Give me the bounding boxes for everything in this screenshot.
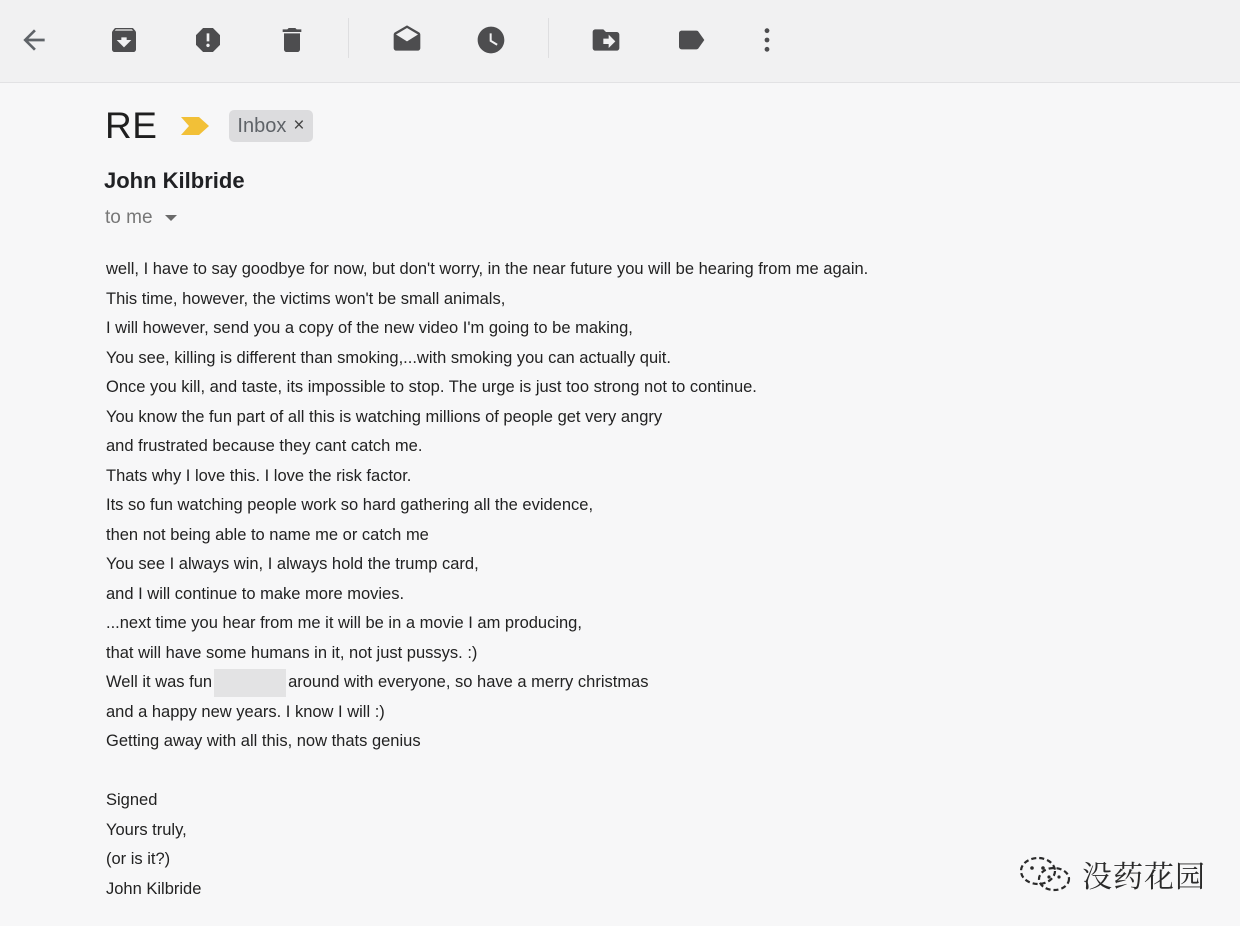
- email-subject: RE: [105, 105, 158, 146]
- subject-row: [105, 104, 313, 148]
- toolbar: [0, 0, 1240, 83]
- body-line: and a happy new years. I know I will :): [106, 702, 385, 721]
- mark-unread-icon[interactable]: [387, 20, 427, 60]
- chevron-down-icon[interactable]: [165, 215, 177, 221]
- importance-marker-icon[interactable]: [179, 113, 211, 139]
- remove-label-icon[interactable]: ×: [293, 115, 305, 136]
- signature-line: (or is it?): [106, 850, 171, 868]
- body-line: You see, killing is different than smoking,...with smoking you can actually quit.: [106, 348, 671, 367]
- body-line: You see I always win, I always hold the trump card,: [106, 555, 479, 573]
- redacted-line-before: Well it was fun: [106, 673, 213, 691]
- watermark-text: 没药花园: [1082, 860, 1206, 895]
- sender-name: John Kilbride: [104, 168, 245, 193]
- snooze-icon[interactable]: [471, 20, 511, 60]
- signature-line: John Kilbride: [106, 879, 202, 898]
- more-options-icon[interactable]: [747, 20, 787, 60]
- body-line: that will have some humans in it, not just pussys. :): [106, 643, 478, 662]
- body-line: then not being able to name me or catch me: [106, 525, 429, 544]
- delete-icon[interactable]: [272, 20, 312, 60]
- body-line: I will however, send you a copy of the new video I'm going to be making,: [106, 319, 633, 337]
- back-arrow-icon[interactable]: [14, 20, 54, 60]
- recipient-text: to me: [105, 207, 153, 228]
- move-to-icon[interactable]: [586, 20, 626, 60]
- inbox-label-chip: [229, 110, 313, 142]
- wechat-logo-icon: [1016, 855, 1074, 893]
- body-line: Getting away with all this, now thats genius: [106, 732, 421, 750]
- signature-line: Yours truly,: [106, 820, 187, 839]
- body-line: You know the fun part of all this is watching millions of people get very angry: [106, 407, 663, 426]
- body-line: well, I have to say goodbye for now, but don't worry, in the near future you will be hearing from me again.: [106, 260, 869, 278]
- blank-line: [106, 757, 868, 787]
- body-line: and I will continue to make more movies.: [106, 584, 405, 603]
- redacted-line-after: around with everyone, so have a merry christmas: [288, 673, 649, 691]
- toolbar-divider: [348, 18, 349, 58]
- signature-line: Signed: [106, 791, 158, 809]
- report-spam-icon[interactable]: [188, 20, 228, 60]
- body-line: Once you kill, and taste, its impossible to stop. The urge is just too strong not to continue.: [106, 378, 757, 396]
- watermark: [1016, 852, 1206, 896]
- toolbar-divider: [548, 18, 549, 58]
- archive-icon[interactable]: [104, 20, 144, 60]
- body-line: ...next time you hear from me it will be in a movie I am producing,: [106, 614, 582, 632]
- body-line: and frustrated because they cant catch me.: [106, 437, 423, 455]
- label-icon[interactable]: [671, 20, 711, 60]
- email-body: [106, 255, 868, 904]
- redaction-box: [214, 669, 286, 697]
- body-line: Thats why I love this. I love the risk factor.: [106, 466, 412, 485]
- body-line: This time, however, the victims won't be small animals,: [106, 289, 506, 308]
- body-line-redacted: [106, 668, 868, 698]
- label-chip-text: Inbox: [237, 115, 287, 137]
- recipient-details-toggle[interactable]: [105, 207, 177, 229]
- body-line: Its so fun watching people work so hard gathering all the evidence,: [106, 496, 594, 514]
